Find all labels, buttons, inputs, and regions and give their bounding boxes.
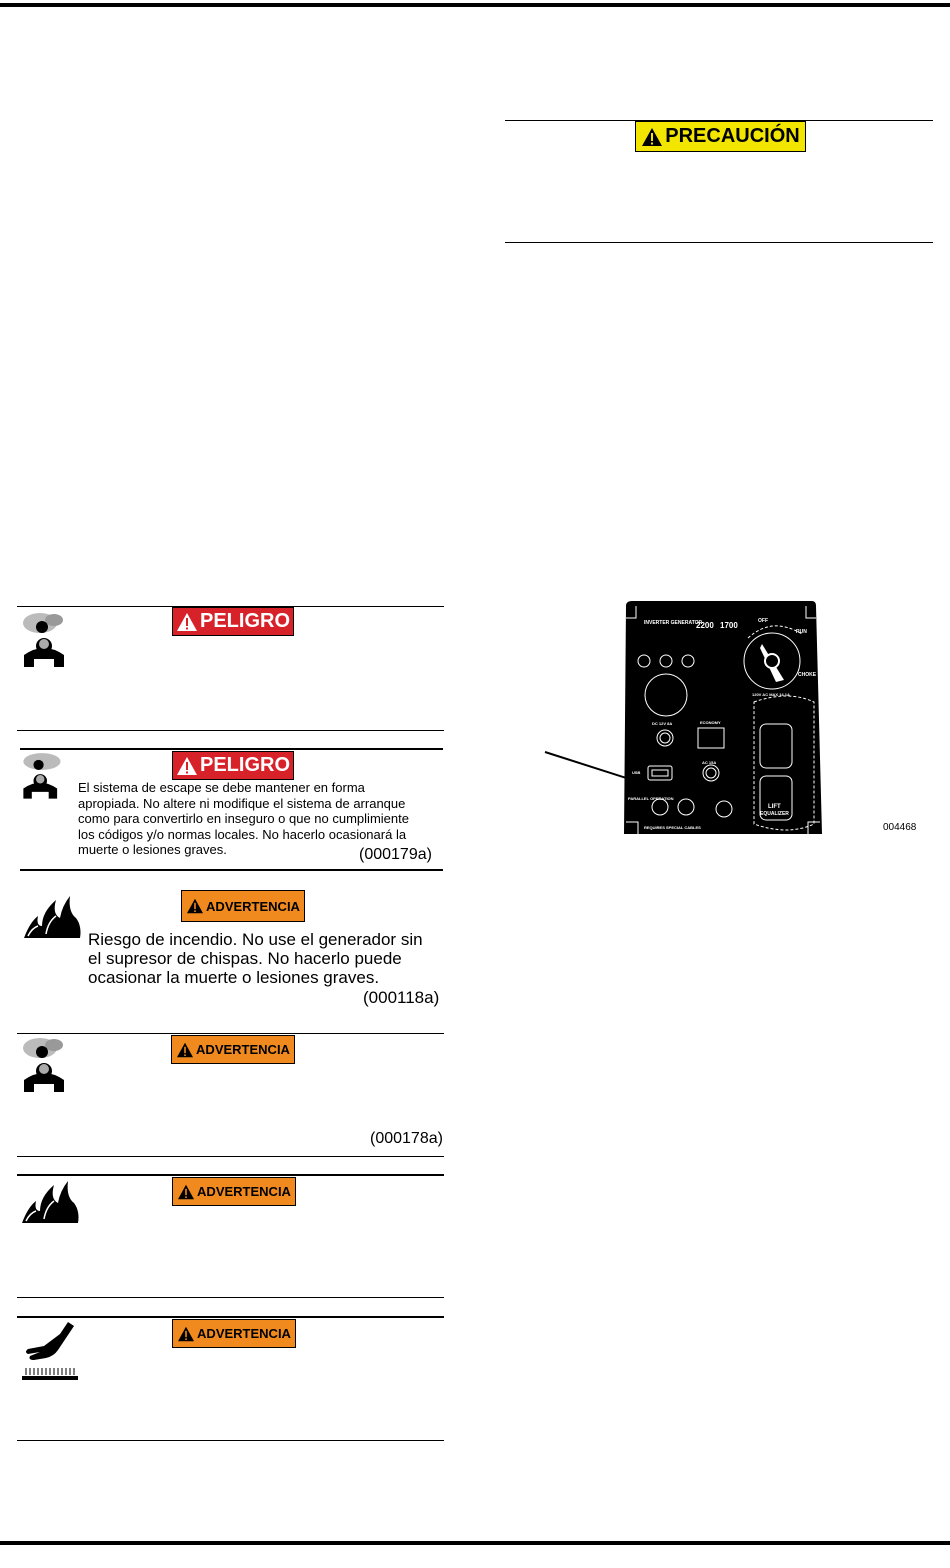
page-top-rule: [0, 3, 950, 7]
warning-triangle-icon: [177, 1326, 195, 1342]
exhaust-fumes-icon: [20, 611, 84, 667]
generator-control-panel-figure: [540, 598, 830, 840]
warning4-top-rule: [17, 1033, 444, 1034]
svg-text:LIFT: LIFT: [768, 804, 781, 810]
danger-label-2: PELIGRO: [172, 751, 294, 780]
fire-icon: [22, 892, 84, 940]
warning4-bottom-rule: [17, 1156, 444, 1157]
warning-label-4: ADVERTENCIA: [171, 1035, 295, 1064]
exhaust-fumes-icon: [20, 1036, 84, 1092]
warning-triangle-icon: [641, 127, 663, 147]
svg-text:USB: USB: [632, 770, 641, 775]
warning-triangle-icon: [176, 612, 198, 632]
warning-triangle-icon: [176, 756, 198, 776]
svg-text:RUN: RUN: [796, 629, 807, 635]
caution-label: PRECAUCIÓN: [635, 121, 806, 152]
warning5-top-rule: [17, 1174, 444, 1176]
warning-label-5: ADVERTENCIA: [172, 1177, 296, 1206]
figure-code: 004468: [883, 822, 917, 833]
svg-text:1700: 1700: [720, 621, 738, 630]
svg-text:EQUALIZER: EQUALIZER: [760, 811, 789, 817]
warning1-bottom-rule: [17, 730, 444, 731]
fire-icon: [20, 1177, 82, 1225]
warning2-bottom-rule: [20, 869, 443, 871]
svg-text:CHOKE: CHOKE: [798, 672, 817, 678]
svg-text:AC 15A: AC 15A: [702, 760, 717, 765]
page-bottom-rule: [0, 1541, 950, 1545]
warning2-text: El sistema de escape se debe mantener en forma apropiada. No altere ni modifique el sistema de arranque como para convertirlo en inseguro o que no cumplimiente los códigos y/o normas locales. No hacerlo ocasionará la muerte o lesiones graves.: [78, 780, 409, 857]
warning2-top-rule: [20, 748, 443, 750]
warning5-bottom-rule: [17, 1297, 444, 1298]
svg-text:ECONOMY: ECONOMY: [700, 720, 721, 725]
warning-triangle-icon: [186, 898, 204, 914]
warning6-top-rule: [17, 1316, 444, 1318]
svg-text:PARALLEL OPERATION: PARALLEL OPERATION: [628, 796, 674, 801]
svg-text:DC 12V 8A: DC 12V 8A: [652, 721, 673, 726]
warning4-code: (000178a): [370, 1130, 443, 1147]
hot-surface-icon: [20, 1320, 80, 1382]
warning-label-6: ADVERTENCIA: [172, 1319, 296, 1348]
warning3-text: Riesgo de incendio. No use el generador sin el supresor de chispas. No hacerlo puede ocasionar la muerte o lesiones graves.: [88, 930, 423, 987]
warning-triangle-icon: [177, 1184, 195, 1200]
warning-label-3: ADVERTENCIA: [181, 890, 305, 922]
svg-text:INVERTER GENERATOR: INVERTER GENERATOR: [644, 620, 703, 626]
warning-triangle-icon: [176, 1042, 194, 1058]
caution-bottom-rule: [505, 242, 933, 243]
danger-label-1: PELIGRO: [172, 607, 294, 636]
svg-text:OFF: OFF: [758, 618, 768, 624]
warning2-code: (000179a): [359, 846, 432, 863]
warning3-code: (000118a): [363, 988, 440, 1007]
svg-text:2200: 2200: [696, 621, 714, 630]
svg-text:REQUIRES SPECIAL CABLES: REQUIRES SPECIAL CABLES: [644, 825, 701, 830]
svg-text:120V AC MAX 14.1A: 120V AC MAX 14.1A: [752, 692, 790, 697]
warning6-bottom-rule: [17, 1440, 444, 1441]
exhaust-fumes-icon: [20, 751, 74, 799]
